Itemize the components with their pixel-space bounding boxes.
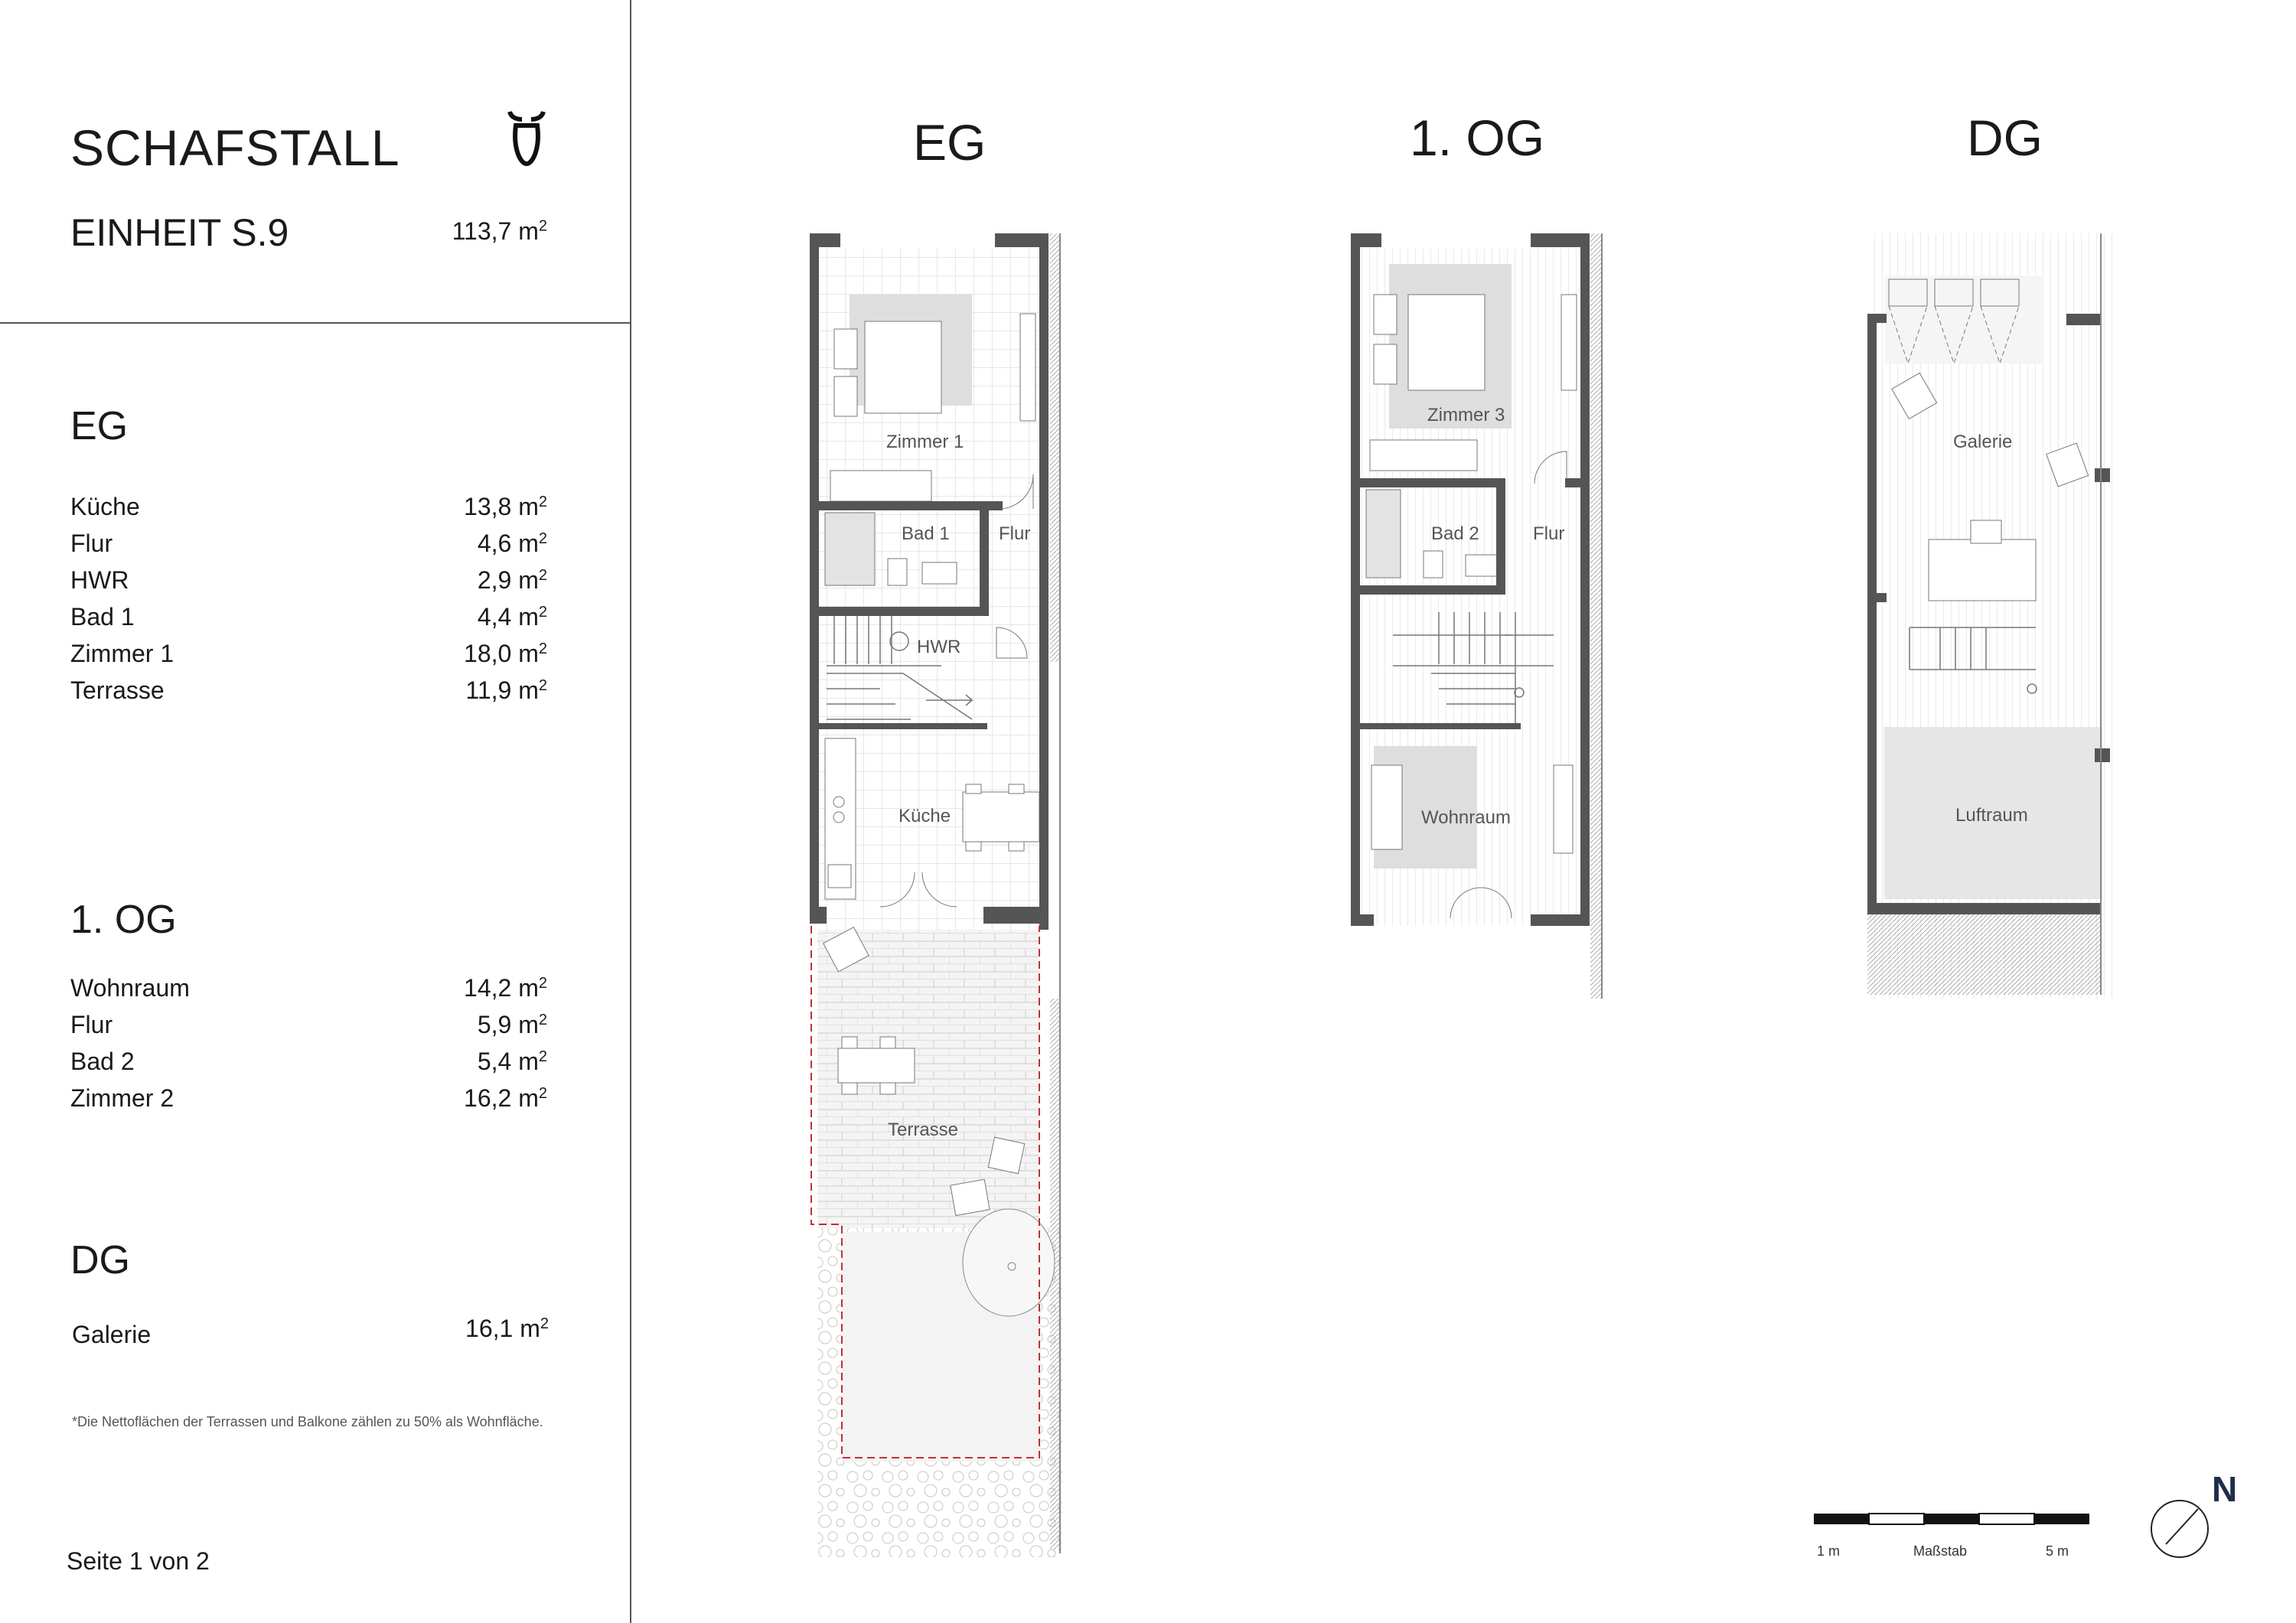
scale-end: 5 m bbox=[2046, 1543, 2069, 1559]
room-row: Flur 5,9 $m^2$ bbox=[70, 1011, 547, 1038]
room-label: Wohnraum bbox=[1421, 807, 1511, 828]
room-row: Flur 4,6 $m^2$ bbox=[70, 530, 547, 557]
room-row: Zimmer 1 18,0 $m^2$ bbox=[70, 640, 547, 667]
room-label: Zimmer 1 bbox=[886, 432, 964, 452]
floorplan-og bbox=[1351, 233, 1603, 999]
section-title-dg: DG bbox=[70, 1238, 130, 1282]
room-label: Zimmer 3 bbox=[1427, 405, 1505, 425]
north-arrow-icon bbox=[2151, 1469, 2237, 1557]
page-indicator: Seite 1 von 2 bbox=[67, 1547, 210, 1575]
floorplan-title-og: 1. OG bbox=[1410, 109, 1545, 166]
room-label: Flur bbox=[999, 523, 1031, 544]
room-label: Terrasse bbox=[888, 1119, 959, 1140]
room-row: Terrasse 11,9 $m^2$ bbox=[70, 676, 547, 704]
floorplan-title-dg: DG bbox=[1967, 109, 2043, 166]
floorplan-dg bbox=[1867, 233, 2112, 999]
room-label: Bad 2 bbox=[1431, 523, 1479, 544]
unit-label: EINHEIT S.9 bbox=[70, 211, 289, 254]
total-area: 113,7 $m^2$ bbox=[452, 217, 547, 245]
scale-start: 1 m bbox=[1817, 1543, 1841, 1559]
room-row: Galerie 16,1 $m^2$ bbox=[72, 1315, 549, 1348]
room-row: Bad 2 5,4 $m^2$ bbox=[70, 1048, 547, 1075]
floorplan-title-eg: EG bbox=[913, 114, 987, 171]
north-label: N bbox=[2212, 1469, 2238, 1509]
room-row: HWR 2,9 $m^2$ bbox=[70, 566, 547, 594]
room-label: Luftraum bbox=[1955, 805, 2028, 826]
scale-bar bbox=[1814, 1514, 2089, 1559]
room-label: HWR bbox=[917, 637, 961, 657]
room-row: Bad 1 4,4 $m^2$ bbox=[70, 603, 547, 631]
project-title: SCHAFSTALL bbox=[70, 119, 400, 176]
room-label: Galerie bbox=[1953, 432, 2013, 452]
scale-label: Maßstab bbox=[1913, 1543, 1968, 1559]
room-label: Flur bbox=[1533, 523, 1565, 544]
section-title-og: 1. OG bbox=[70, 898, 177, 942]
floorplan-eg bbox=[810, 233, 1062, 1557]
room-label: Küche bbox=[899, 806, 951, 826]
room-row: Wohnraum 14,2 $m^2$ bbox=[70, 974, 547, 1002]
section-title-eg: EG bbox=[70, 404, 129, 448]
room-row: Küche 13,8 $m^2$ bbox=[70, 493, 547, 520]
footnote: *Die Nettoflächen der Terrassen und Balkone zählen zu 50% als Wohnfläche. bbox=[72, 1414, 543, 1429]
room-label: Bad 1 bbox=[902, 523, 950, 544]
room-row: Zimmer 2 16,2 $m^2$ bbox=[70, 1084, 547, 1112]
